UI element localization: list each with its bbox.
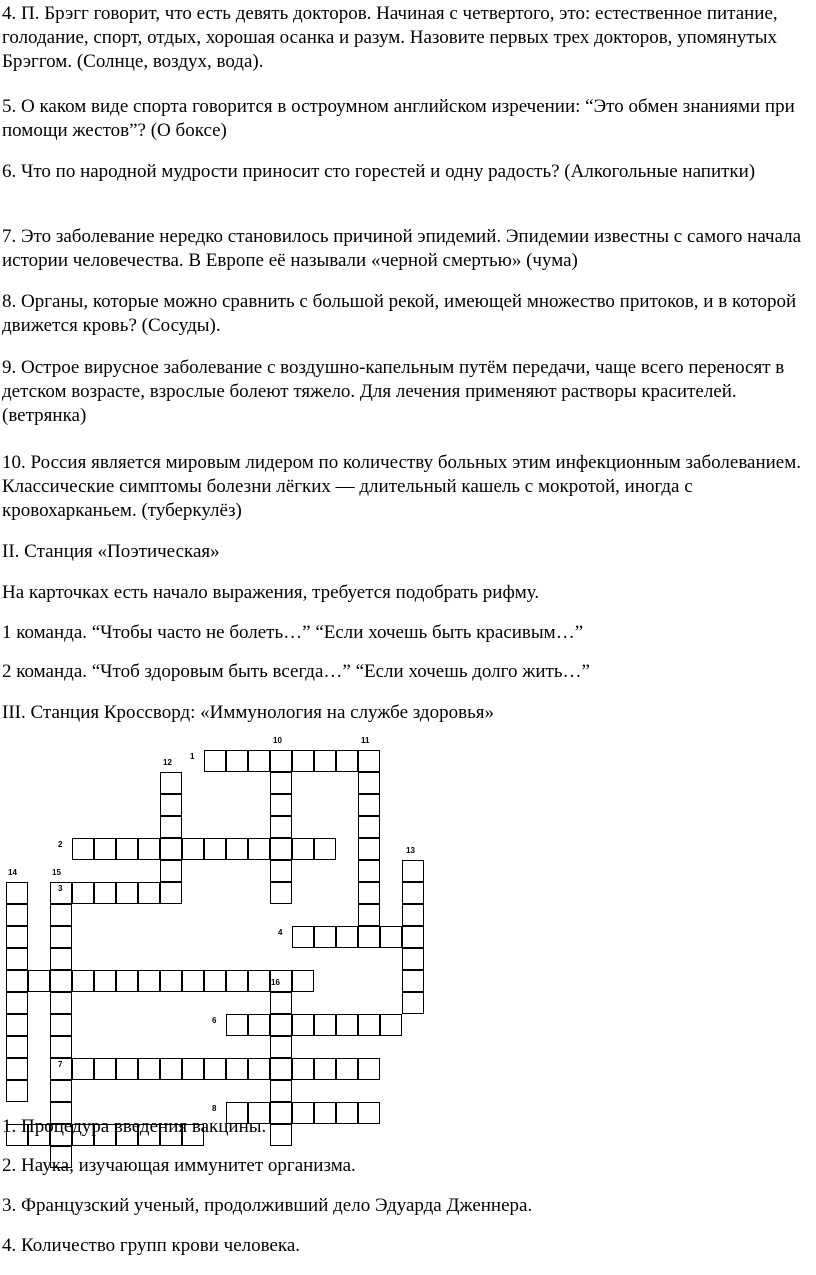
crossword-clue-number: 14	[8, 868, 17, 877]
crossword-cell[interactable]	[160, 816, 182, 838]
crossword-clue-number: 1	[190, 752, 195, 761]
crossword-cell[interactable]	[270, 794, 292, 816]
crossword-cell[interactable]	[50, 970, 72, 992]
crossword-clue-number: 4	[278, 928, 283, 937]
crossword-cell[interactable]	[72, 882, 94, 904]
crossword-cell[interactable]	[182, 1058, 204, 1080]
crossword-cell[interactable]	[358, 860, 380, 882]
station-heading-crossword: III. Станция Кроссворд: «Иммунология на службе здоровья»	[2, 702, 494, 723]
crossword-cell[interactable]	[292, 1014, 314, 1036]
crossword-cell[interactable]	[336, 1058, 358, 1080]
crossword-cell[interactable]	[204, 970, 226, 992]
crossword-clue-number: 15	[52, 868, 61, 877]
paragraph-team-2: 2 команда. “Чтоб здоровым быть всегда…” “Если хочешь долго жить…”	[2, 661, 590, 682]
crossword-cell[interactable]	[94, 838, 116, 860]
crossword-cell[interactable]	[50, 926, 72, 948]
crossword-cell[interactable]	[292, 750, 314, 772]
crossword-cell[interactable]	[116, 970, 138, 992]
crossword-cell[interactable]	[270, 1014, 292, 1036]
crossword-clue-number: 13	[406, 846, 415, 855]
crossword-clue-number: 11	[361, 736, 370, 745]
crossword-cell[interactable]	[72, 970, 94, 992]
crossword-cell[interactable]	[336, 1014, 358, 1036]
crossword-cell[interactable]	[358, 816, 380, 838]
crossword-cell[interactable]	[72, 1058, 94, 1080]
crossword-cell[interactable]	[6, 926, 28, 948]
crossword-cell[interactable]	[270, 992, 292, 1014]
clue-3: 3. Французский ученый, продолживший дело Эдуарда Дженнера.	[2, 1195, 533, 1216]
crossword-cell[interactable]	[248, 1014, 270, 1036]
paragraph-question-7: 7. Это заболевание нередко становилось причиной эпидемий. Эпидемии известны с самого начала истории человечества. В Европе её называли «черной смертью» (чума)	[2, 226, 802, 271]
crossword-cell[interactable]	[358, 882, 380, 904]
crossword-cell[interactable]	[336, 926, 358, 948]
crossword-clue-number: 3	[58, 884, 63, 893]
crossword-cell[interactable]	[314, 1014, 336, 1036]
clue-2: 2. Наука, изучающая иммунитет организма.	[2, 1155, 356, 1176]
crossword-cell[interactable]	[6, 1058, 28, 1080]
crossword-cell[interactable]	[358, 838, 380, 860]
clue-1: 1. Процедура введения вакцины.	[2, 1116, 267, 1137]
crossword-cell[interactable]	[314, 1058, 336, 1080]
station-heading-poetic: II. Станция «Поэтическая»	[2, 541, 220, 562]
crossword-cell[interactable]	[226, 1058, 248, 1080]
crossword-cell[interactable]	[358, 1058, 380, 1080]
paragraph-question-9: 9. Острое вирусное заболевание с воздушно-капельным путём передачи, чаще всего переносят в детском возрасте, взрослые болеют тяжело. Для лечения применяют растворы красителей. (ветрянка)	[2, 357, 785, 426]
crossword-cell[interactable]	[314, 750, 336, 772]
crossword-clue-number: 7	[58, 1060, 63, 1069]
crossword-cell[interactable]	[270, 860, 292, 882]
crossword-cell[interactable]	[380, 1014, 402, 1036]
crossword-cell[interactable]	[6, 1014, 28, 1036]
crossword-cell[interactable]	[314, 838, 336, 860]
crossword-cell[interactable]	[248, 750, 270, 772]
crossword-cell[interactable]	[248, 1058, 270, 1080]
crossword-cell[interactable]	[402, 970, 424, 992]
crossword-cell[interactable]	[226, 1014, 248, 1036]
crossword-cell[interactable]	[138, 838, 160, 860]
crossword-cell[interactable]	[270, 882, 292, 904]
crossword-cell[interactable]	[358, 794, 380, 816]
crossword-cell[interactable]	[358, 904, 380, 926]
crossword-cell[interactable]	[336, 750, 358, 772]
crossword-cell[interactable]	[358, 1014, 380, 1036]
crossword-cell[interactable]	[204, 838, 226, 860]
crossword-cell[interactable]	[402, 948, 424, 970]
crossword-cell[interactable]	[380, 926, 402, 948]
crossword-clue-number: 8	[212, 1104, 217, 1113]
crossword-cell[interactable]	[94, 1058, 116, 1080]
crossword-cell[interactable]	[402, 992, 424, 1014]
crossword-cell[interactable]	[248, 970, 270, 992]
crossword-cell[interactable]	[50, 948, 72, 970]
crossword-grid	[0, 728, 460, 1113]
crossword-cell[interactable]	[138, 882, 160, 904]
crossword-cell[interactable]	[270, 816, 292, 838]
crossword-cell[interactable]	[116, 882, 138, 904]
crossword-cell[interactable]	[138, 1058, 160, 1080]
crossword-cell[interactable]	[270, 838, 292, 860]
crossword-cell[interactable]	[226, 838, 248, 860]
paragraph-team-1: 1 команда. “Чтобы часто не болеть…” “Если хочешь быть красивым…”	[2, 622, 584, 643]
crossword-cell[interactable]	[292, 926, 314, 948]
paragraph-question-5: 5. О каком виде спорта говорится в остроумном английском изречении: “Это обмен знаниями при помощи жестов”? (О боксе)	[2, 96, 795, 141]
crossword-cell[interactable]	[50, 1036, 72, 1058]
crossword-cell[interactable]	[160, 860, 182, 882]
crossword-cell[interactable]	[270, 1036, 292, 1058]
crossword-cell[interactable]	[402, 904, 424, 926]
crossword-cell[interactable]	[204, 750, 226, 772]
crossword-cell[interactable]	[50, 1014, 72, 1036]
crossword-cell[interactable]	[358, 750, 380, 772]
paragraph-question-4: 4. П. Брэгг говорит, что есть девять докторов. Начиная с четвертого, это: естественное питание, голодание, спорт, отдых, хорошая осанка и разум. Назовите первых трех докторов, упомянутых Брэггом. (Солнце, воздух, вода).	[2, 3, 778, 72]
crossword-cell[interactable]	[6, 970, 28, 992]
crossword-cell[interactable]	[358, 772, 380, 794]
crossword-cell[interactable]	[292, 970, 314, 992]
paragraph-instructions: На карточках есть начало выражения, требуется подобрать рифму.	[2, 582, 540, 603]
paragraph-question-8: 8. Органы, которые можно сравнить с большой рекой, имеющей множество притоков, и в которой движется кровь? (Сосуды).	[2, 291, 797, 336]
crossword-cell[interactable]	[6, 882, 28, 904]
crossword-cell[interactable]	[116, 1058, 138, 1080]
crossword-cell[interactable]	[160, 970, 182, 992]
crossword-cell[interactable]	[248, 838, 270, 860]
crossword-cell[interactable]	[292, 838, 314, 860]
crossword-clue-number: 6	[212, 1016, 217, 1025]
crossword-cell[interactable]	[6, 1036, 28, 1058]
crossword-cell[interactable]	[314, 926, 336, 948]
crossword-cell[interactable]	[94, 882, 116, 904]
crossword-cell[interactable]	[6, 1080, 28, 1102]
crossword-cell[interactable]	[204, 1058, 226, 1080]
clue-4: 4. Количество групп крови человека.	[2, 1235, 301, 1256]
crossword-cell[interactable]	[116, 838, 138, 860]
crossword-cell[interactable]	[270, 772, 292, 794]
crossword-cell[interactable]	[50, 992, 72, 1014]
crossword-cell[interactable]	[226, 970, 248, 992]
crossword-cell[interactable]	[160, 1058, 182, 1080]
crossword-cell[interactable]	[358, 926, 380, 948]
crossword-cell[interactable]	[402, 860, 424, 882]
crossword-cell[interactable]	[182, 970, 204, 992]
crossword-clue-number: 2	[58, 840, 63, 849]
crossword-cell[interactable]	[402, 882, 424, 904]
crossword-cell[interactable]	[160, 838, 182, 860]
crossword-cell[interactable]	[138, 970, 160, 992]
crossword-cell[interactable]	[50, 1080, 72, 1102]
crossword-cell[interactable]	[182, 838, 204, 860]
crossword-clue-number: 16	[271, 978, 280, 987]
crossword-cell[interactable]	[160, 772, 182, 794]
crossword-cell[interactable]	[160, 794, 182, 816]
paragraph-question-10: 10. Россия является мировым лидером по количеству больных этим инфекционным заболеванием. Классические симптомы болезни лёгких — длительный кашель с мокротой, иногда с кровохарканьем. (туберкулёз)	[2, 452, 802, 521]
crossword-clue-number: 12	[163, 758, 172, 767]
crossword-cell[interactable]	[270, 1058, 292, 1080]
crossword-cell[interactable]	[6, 904, 28, 926]
crossword-cell[interactable]	[402, 926, 424, 948]
crossword-cell[interactable]	[270, 750, 292, 772]
crossword-cell[interactable]	[94, 970, 116, 992]
crossword-cell[interactable]	[270, 1080, 292, 1102]
paragraph-question-6: 6. Что по народной мудрости приносит сто горестей и одну радость? (Алкогольные напитки)	[2, 161, 756, 182]
crossword-cell[interactable]	[6, 992, 28, 1014]
crossword-cell[interactable]	[6, 948, 28, 970]
crossword-cell[interactable]	[28, 970, 50, 992]
crossword-cell[interactable]	[292, 1058, 314, 1080]
crossword-clue-number: 10	[273, 736, 282, 745]
crossword-cell[interactable]	[50, 904, 72, 926]
crossword-cell[interactable]	[160, 882, 182, 904]
crossword-cell[interactable]	[72, 838, 94, 860]
crossword-cell[interactable]	[226, 750, 248, 772]
